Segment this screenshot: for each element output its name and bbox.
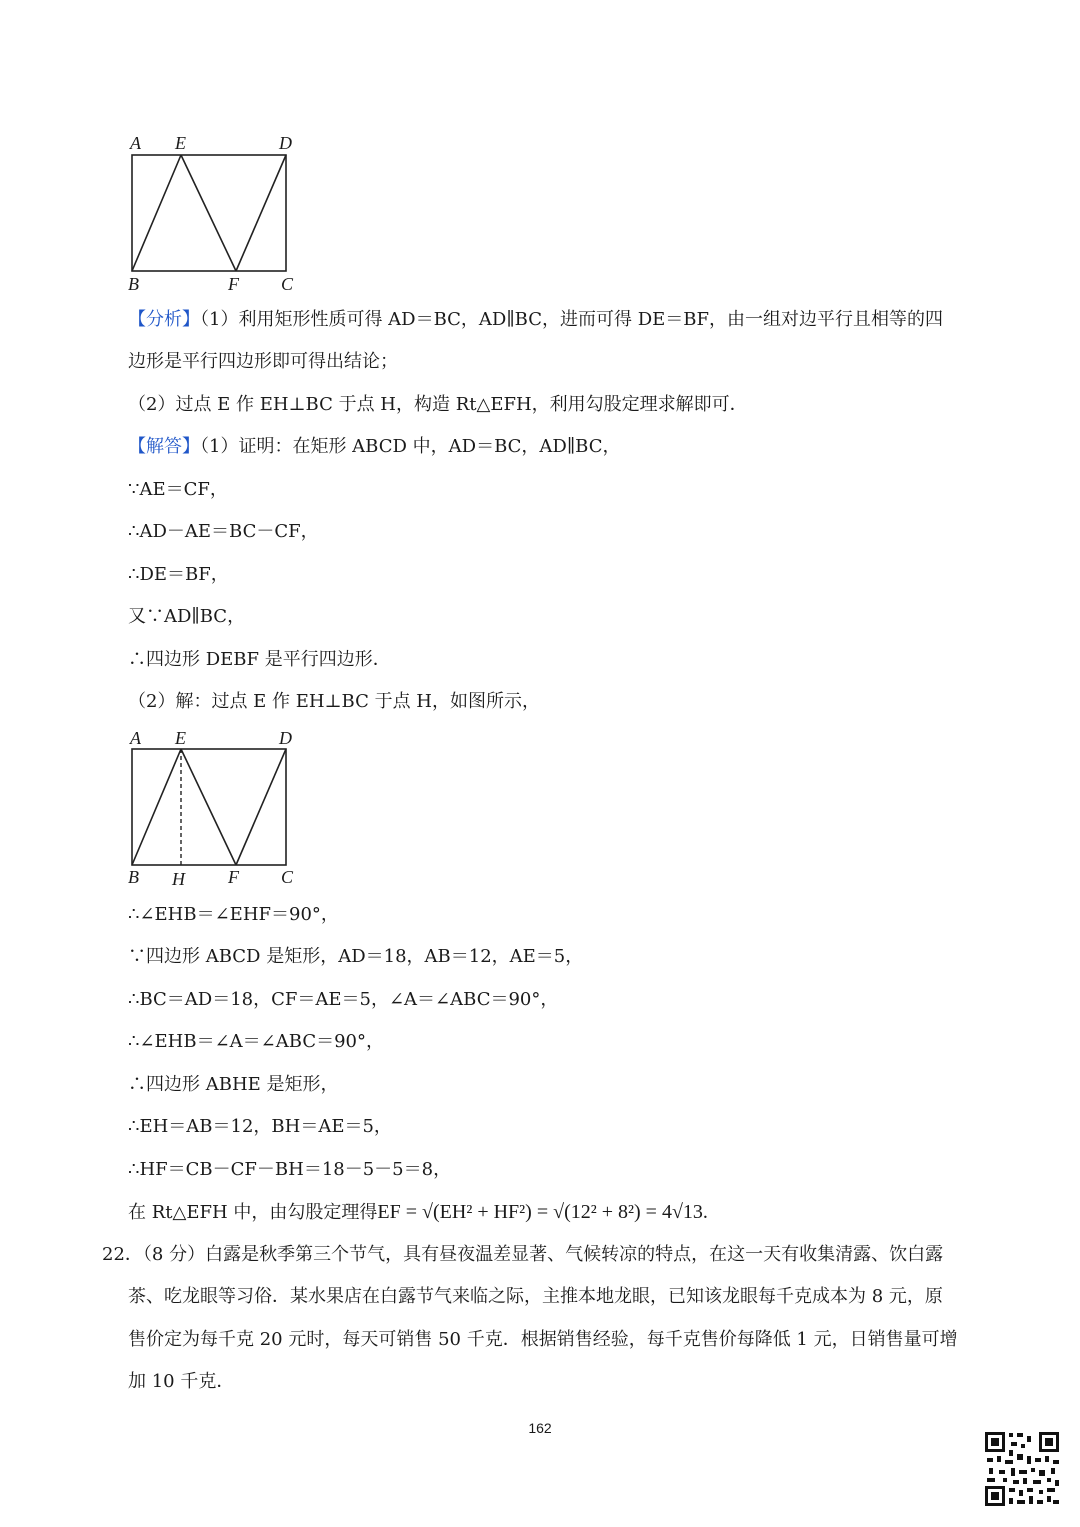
- solution-step: ∵四边形 ABCD 是矩形，AD＝18，AB＝12，AE＝5，: [128, 946, 584, 967]
- segment-eb: [132, 749, 181, 865]
- label-f: F: [228, 274, 239, 294]
- analysis-text-1: （1）利用矩形性质可得 AD＝BC，AD∥BC，进而可得 DE＝BF，由一组对边平行且相等的四: [200, 309, 944, 330]
- analysis-line-2: 边形是平行四边形即可得出结论；: [128, 351, 398, 372]
- proof-step: （2）解：过点 E 作 EH⊥BC 于点 H，如图所示，: [128, 691, 540, 712]
- segment-ef: [181, 155, 236, 271]
- qr-code-svg: [983, 1430, 1061, 1508]
- figure-rectangle-2: [120, 725, 310, 890]
- segment-eb: [132, 155, 181, 271]
- label-c: C: [281, 274, 294, 294]
- label-b: B: [128, 274, 139, 294]
- label-d: D: [279, 133, 292, 153]
- label-c: C: [281, 867, 294, 887]
- final-result-text: 在 Rt△EFH 中，由勾股定理得: [128, 1202, 378, 1223]
- proof-step: ∴AD－AE＝BC－CF，: [128, 521, 319, 542]
- question-22-number: 22．: [102, 1244, 143, 1265]
- segment-ef: [181, 749, 236, 865]
- label-d: D: [279, 728, 292, 748]
- answer-tag: 【解答】: [128, 436, 200, 457]
- label-e: E: [175, 133, 186, 153]
- proof-step: ∴DE＝BF，: [128, 564, 229, 585]
- question-22-line-4: 加 10 千克．: [128, 1371, 235, 1392]
- final-result-line: [128, 1200, 708, 1225]
- figure-1-svg: [120, 130, 310, 295]
- solution-step: ∴BC＝AD＝18，CF＝AE＝5，∠A＝∠ABC＝90°，: [128, 989, 559, 1010]
- figure-rectangle-1: [120, 130, 310, 295]
- qr-code-icon: [983, 1430, 1061, 1508]
- page-number: 162: [528, 1420, 552, 1436]
- solution-step: ∴HF＝CB－CF－BH＝18－5－5＝8，: [128, 1159, 452, 1180]
- proof-step: ∵AE＝CF，: [128, 479, 228, 500]
- analysis-line-1: [128, 308, 943, 332]
- analysis-line-3: （2）过点 E 作 EH⊥BC 于点 H，构造 Rt△EFH，利用勾股定理求解即可．: [128, 394, 748, 415]
- label-b: B: [128, 867, 139, 887]
- question-22-line-1: [102, 1243, 943, 1267]
- answer-text-1: （1）证明：在矩形 ABCD 中，AD＝BC，AD∥BC，: [200, 436, 621, 457]
- label-a: A: [130, 133, 141, 153]
- figure-2-svg: [120, 725, 310, 890]
- question-22-line-2: 茶、吃龙眼等习俗．某水果店在白露节气来临之际，主推本地龙眼，已知该龙眼每千克成本为 8 元，原: [128, 1286, 943, 1307]
- answer-line-1: [128, 435, 621, 459]
- segment-df: [236, 749, 286, 865]
- analysis-tag: 【分析】: [128, 309, 200, 330]
- proof-step: 又∵AD∥BC，: [128, 606, 246, 627]
- question-22-line-3: 售价定为每千克 20 元时，每天可销售 50 千克．根据销售经验，每千克售价每降低 1 元，日销售量可增: [128, 1329, 958, 1350]
- solution-step: ∴∠EHB＝∠A＝∠ABC＝90°，: [128, 1031, 384, 1052]
- final-result-formula: EF = √(EH² + HF²) = √(12² + 8²) = 4√13.: [377, 1201, 708, 1223]
- label-a: A: [130, 728, 141, 748]
- solution-step: ∴四边形 ABHE 是矩形，: [128, 1074, 339, 1095]
- question-22-text-1: （8 分）白露是秋季第三个节气，具有昼夜温差显著、气候转凉的特点，在这一天有收集清露、饮白露: [142, 1244, 944, 1265]
- label-f: F: [228, 867, 239, 887]
- segment-df: [236, 155, 286, 271]
- solution-step: ∴EH＝AB＝12，BH＝AE＝5，: [128, 1116, 392, 1137]
- solution-step: ∴∠EHB＝∠EHF＝90°，: [128, 904, 339, 925]
- label-e: E: [175, 728, 186, 748]
- proof-step: ∴四边形 DEBF 是平行四边形．: [128, 649, 391, 670]
- label-h: H: [172, 869, 185, 889]
